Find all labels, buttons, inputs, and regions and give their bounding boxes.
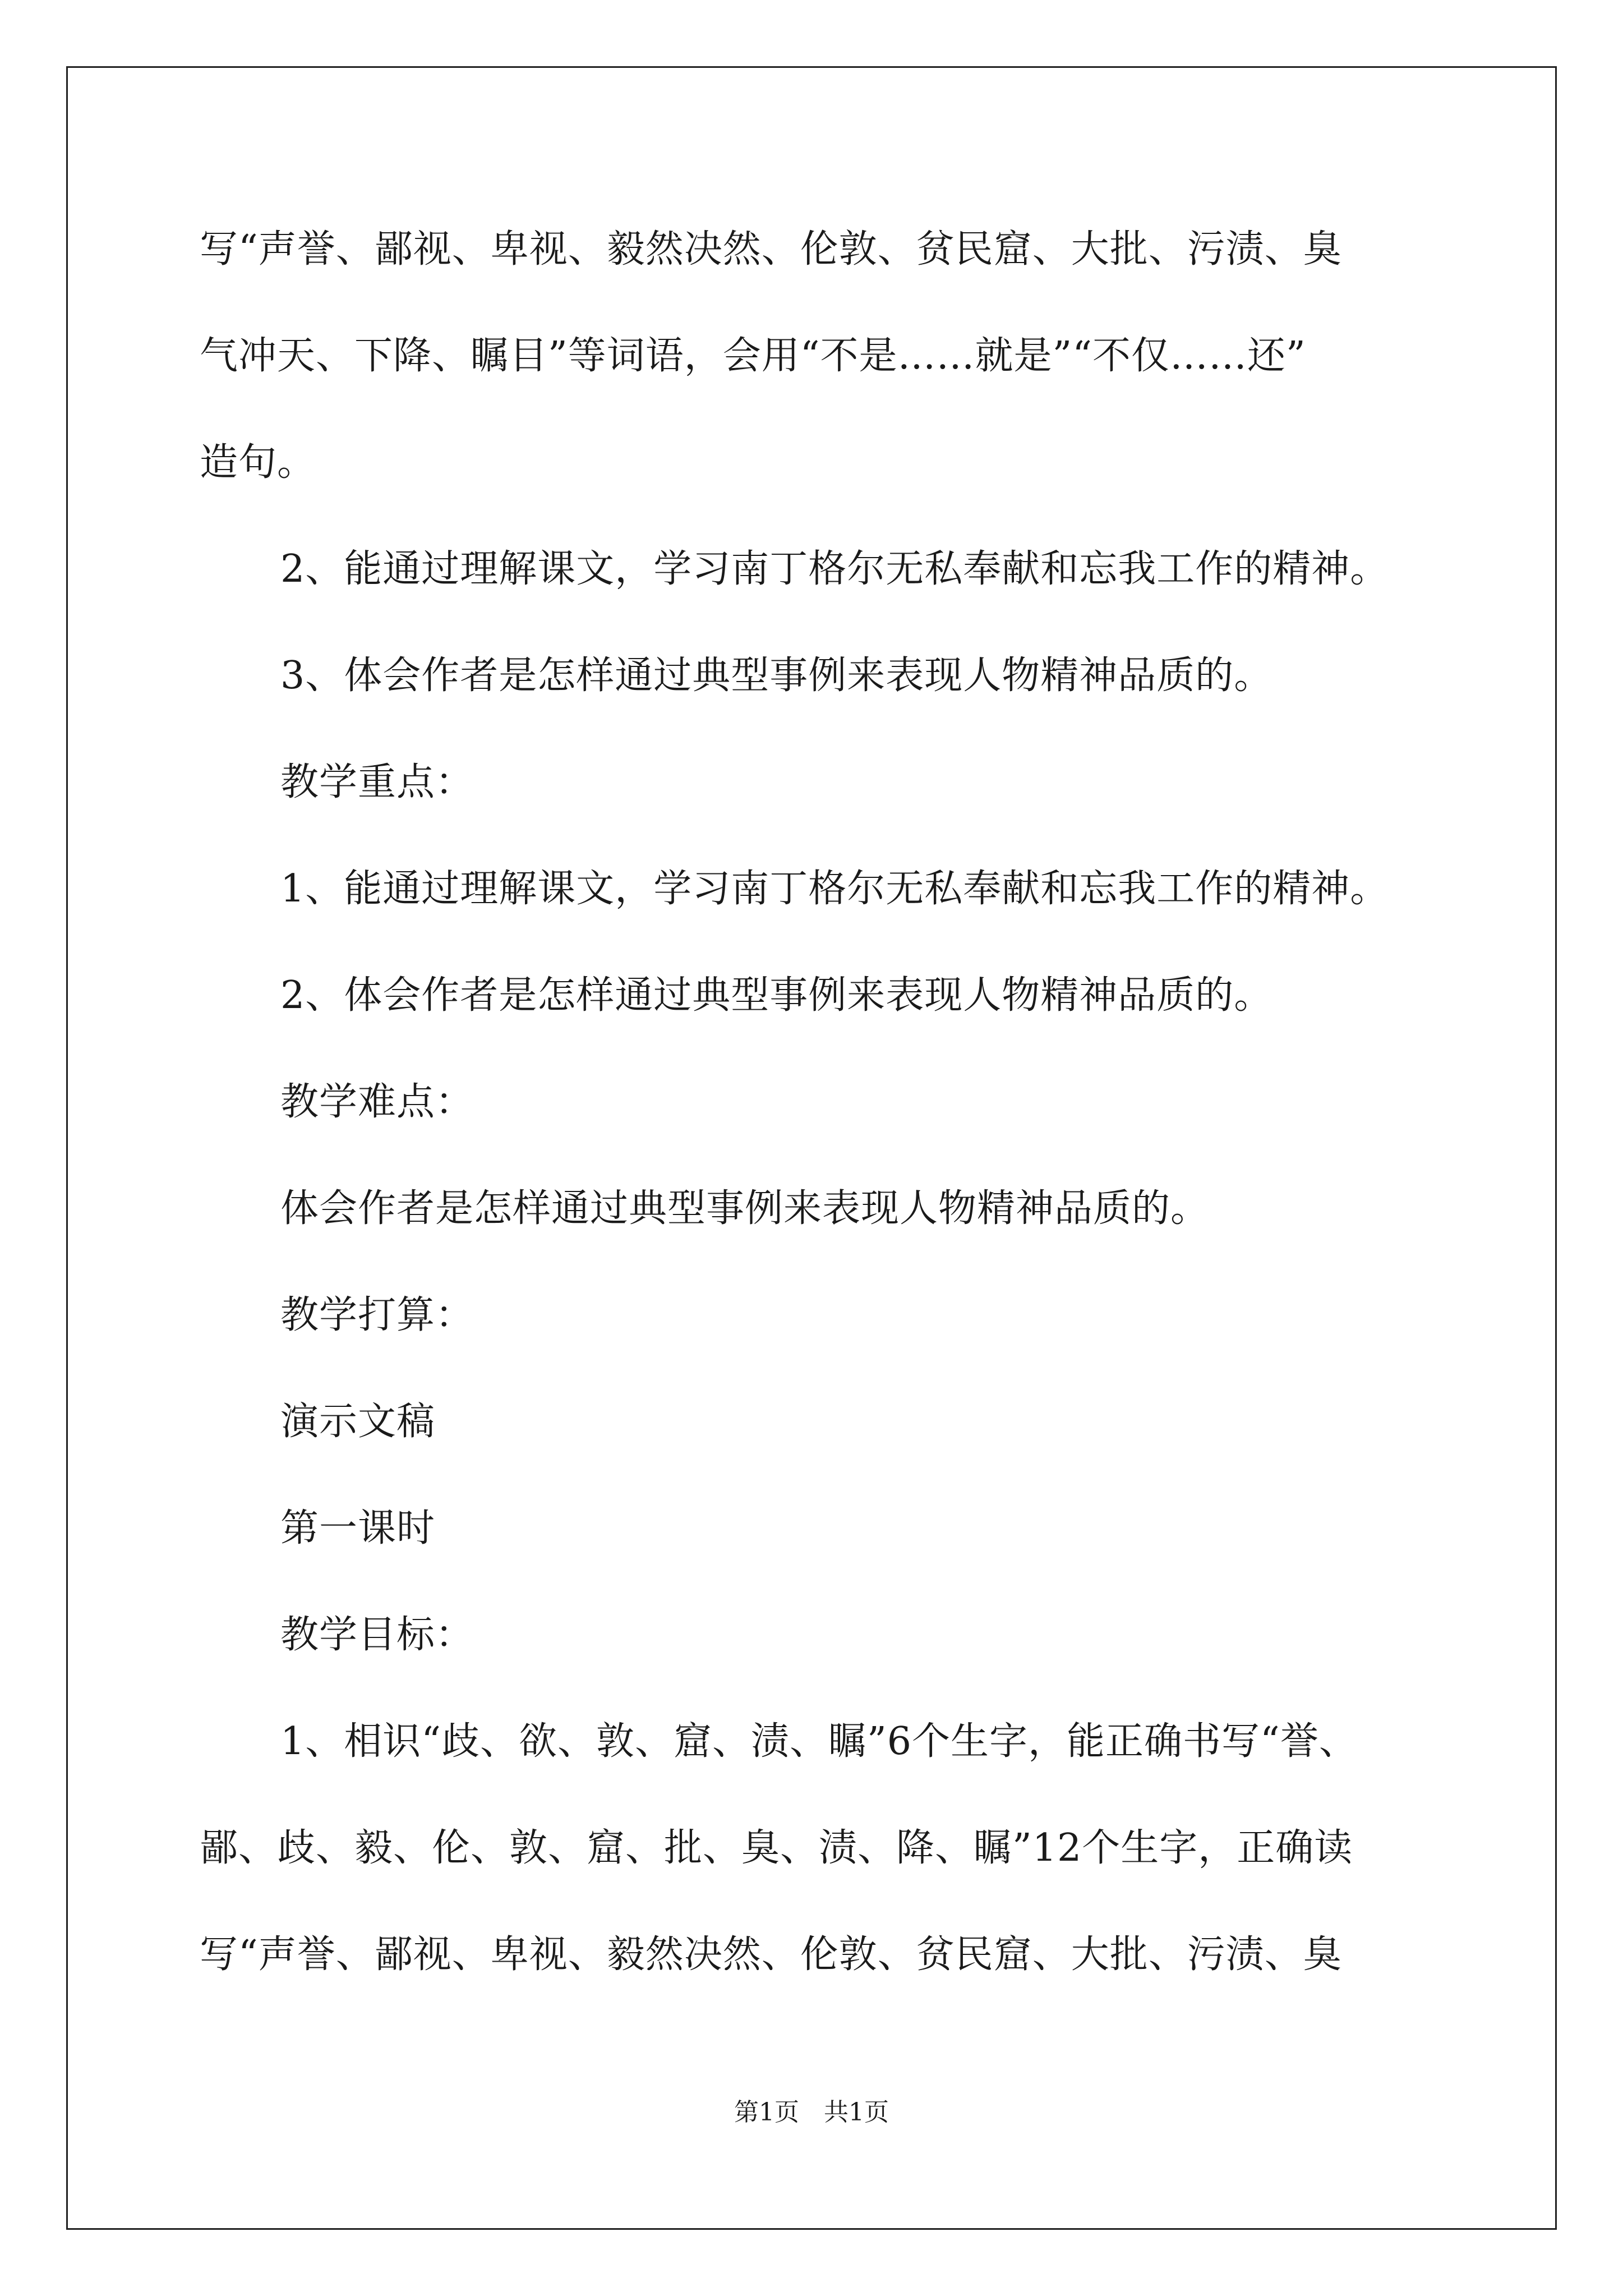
text-line-2: 气冲天、下降、瞩目”等词语，会用“不是……就是”“不仅……还”: [200, 334, 1306, 378]
key-point-2: 2、体会作者是怎样通过典型事例来表现人物精神品质的。: [280, 973, 1273, 1018]
objective-3: 3、体会作者是怎样通过典型事例来表现人物精神品质的。: [280, 654, 1273, 698]
objective-2: 2、能通过理解课文，学习南丁格尔无私奉献和忘我工作的精神。: [280, 547, 1389, 591]
heading-difficulties: 教学难点：: [280, 1080, 474, 1124]
heading-first-lesson: 第一课时: [280, 1506, 436, 1550]
text-line-3: 造句。: [200, 440, 316, 485]
text-line-1: 写“声誉、鄙视、卑视、毅然决然、伦敦、贫民窟、大批、污渍、臭: [200, 227, 1342, 272]
heading-objectives: 教学目标：: [280, 1613, 474, 1657]
objective-1-line-2: 鄙、歧、毅、伦、敦、窟、批、臭、渍、降、瞩”12个生字，正确读: [200, 1826, 1353, 1870]
page-footer: 第1页 共1页: [734, 2098, 889, 2127]
preparation-text: 演示文稿: [280, 1400, 436, 1444]
difficulty-text: 体会作者是怎样通过典型事例来表现人物精神品质的。: [280, 1186, 1210, 1231]
key-point-1: 1、能通过理解课文，学习南丁格尔无私奉献和忘我工作的精神。: [280, 867, 1389, 911]
page-border: [66, 66, 1557, 2230]
objective-1-line-1: 1、相识“歧、欲、敦、窟、渍、瞩”6个生字，能正确书写“誉、: [280, 1719, 1358, 1764]
heading-preparation: 教学打算：: [280, 1293, 474, 1337]
objective-1-line-3: 写“声誉、鄙视、卑视、毅然决然、伦敦、贫民窟、大批、污渍、臭: [200, 1932, 1342, 1977]
heading-key-points: 教学重点：: [280, 760, 474, 804]
